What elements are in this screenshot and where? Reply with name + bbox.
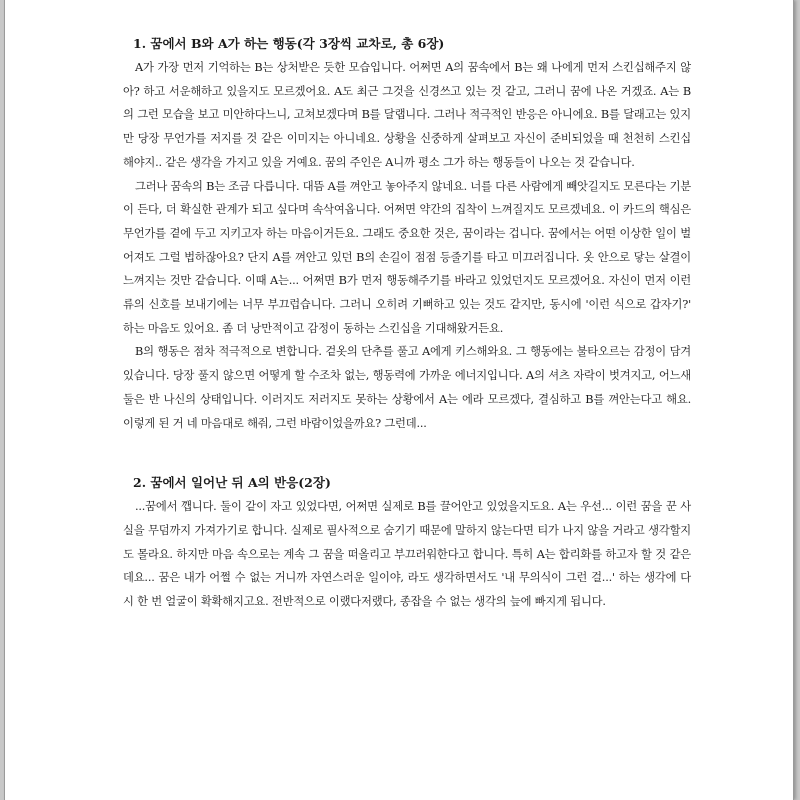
section-1-heading: 1. 꿈에서 B와 A가 하는 행동(각 3장씩 교차로, 총 6장) [133, 36, 445, 51]
section-1-paragraph-3: B의 행동은 점차 적극적으로 변합니다. 겉옷의 단추를 풀고 A에게 키스해와요. 그 행동에는 불타오르는 감정이 담겨 있습니다. 당장 풀지 않으면 어떻게 할 수조차 없는, 행동력에 가까운 에너지입니다. A의 셔츠 자락이 벗겨지고, 어느새 둘은 반 나신의 상태입니다. 이러지도 저러지도 못하는 상황에서 A는 에라 모르겠다, 결심하고 B를 껴안는다고 해요. 이렇게 된 거 네 마음대로 해줘, 그런 바람이었을까요? 그런데... [123, 345, 691, 430]
document-content [123, 32, 691, 614]
section-1-paragraph-1: A가 가장 먼저 기억하는 B는 상처받은 듯한 모습입니다. 어쩌면 A의 꿈속에서 B는 왜 나에게 먼저 스킨십해주지 않아? 하고 서운해하고 있을지도 모르겠어요. A도 최근 그것을 신경쓰고 있는 것 같고, 그러니 꿈에 나온 거겠죠. A는 B의 그런 모습을 보고 미안하다느니, 고쳐보겠다며 B를 달랩니다. 그러나 적극적인 반응은 아니에요. B를 달래고는 있지만 당장 무언가를 저지를 것 같은 이미지는 아니네요. 상황을 신중하게 살펴보고 자신이 준비되었을 때 천천히 스킨십해야지.. 같은 생각을 가지고 있을 거예요. 꿈의 주인은 A니까 평소 그가 하는 행동들이 나오는 것 같습니다. [123, 61, 691, 169]
section-spacer [123, 435, 691, 471]
section-2-paragraph-1: ...꿈에서 깹니다. 둘이 같이 자고 있었다면, 어쩌면 실제로 B를 끌어안고 있었을지도요. A는 우선... 이런 꿈을 꾼 사실을 무덤까지 가져가기로 합니다. 실제로 필사적으로 숨기기 때문에 말하지 않는다면 티가 나지 않을 거라고 생각할지도 몰라요. 하지만 마음 속으로는 계속 그 꿈을 떠올리고 부끄러워한다고 합니다. 특히 A는 합리화를 하고자 할 것 같은데요... 꿈은 내가 어쩔 수 없는 거니까 자연스러운 일이야, 라도 생각하면서도 '내 무의식이 그런 걸...' 하는 생각에 다시 한 번 얼굴이 확확해지고요. 전반적으로 이랬다저랬다, 종잡을 수 없는 생각의 늪에 빠지게 됩니다. [123, 500, 691, 609]
section-1-paragraph-2: 그러나 꿈속의 B는 조금 다릅니다. 대뜸 A를 껴안고 놓아주지 않네요. 너를 다른 사람에게 빼앗길지도 모른다는 기분이 든다, 더 확실한 관계가 되고 싶다며 속삭여옵니다. 어쩌면 약간의 집착이 느껴질지도 모르겠네요. 이 카드의 핵심은 무언가를 곁에 두고 지키고자 하는 마음이거든요. 그래도 중요한 것은, 꿈이라는 겁니다. 꿈에서는 어떤 이상한 일이 벌어져도 그럴 법하잖아요? 단지 A를 껴안고 있던 B의 손길이 점점 등줄기를 타고 미끄러집니다. 옷 안으로 닿는 살결이 느껴지는 것만 같습니다. 이때 A는... 어쩌면 B가 먼저 행동해주기를 바라고 있었던지도 모르겠어요. 자신이 먼저 이런 류의 신호를 보내기에는 너무 부끄럽습니다. 그러니 오히려 기뻐하고 있는 것도 같지만, 동시에 '이런 식으로 갑자기?' 하는 마음도 있어요. 좀 더 낭만적이고 감정이 동하는 스킨십을 기대해왔거든요. [123, 179, 691, 335]
section-2-heading: 2. 꿈에서 일어난 뒤 A의 반응(2장) [133, 475, 331, 491]
document-page [4, 0, 794, 800]
